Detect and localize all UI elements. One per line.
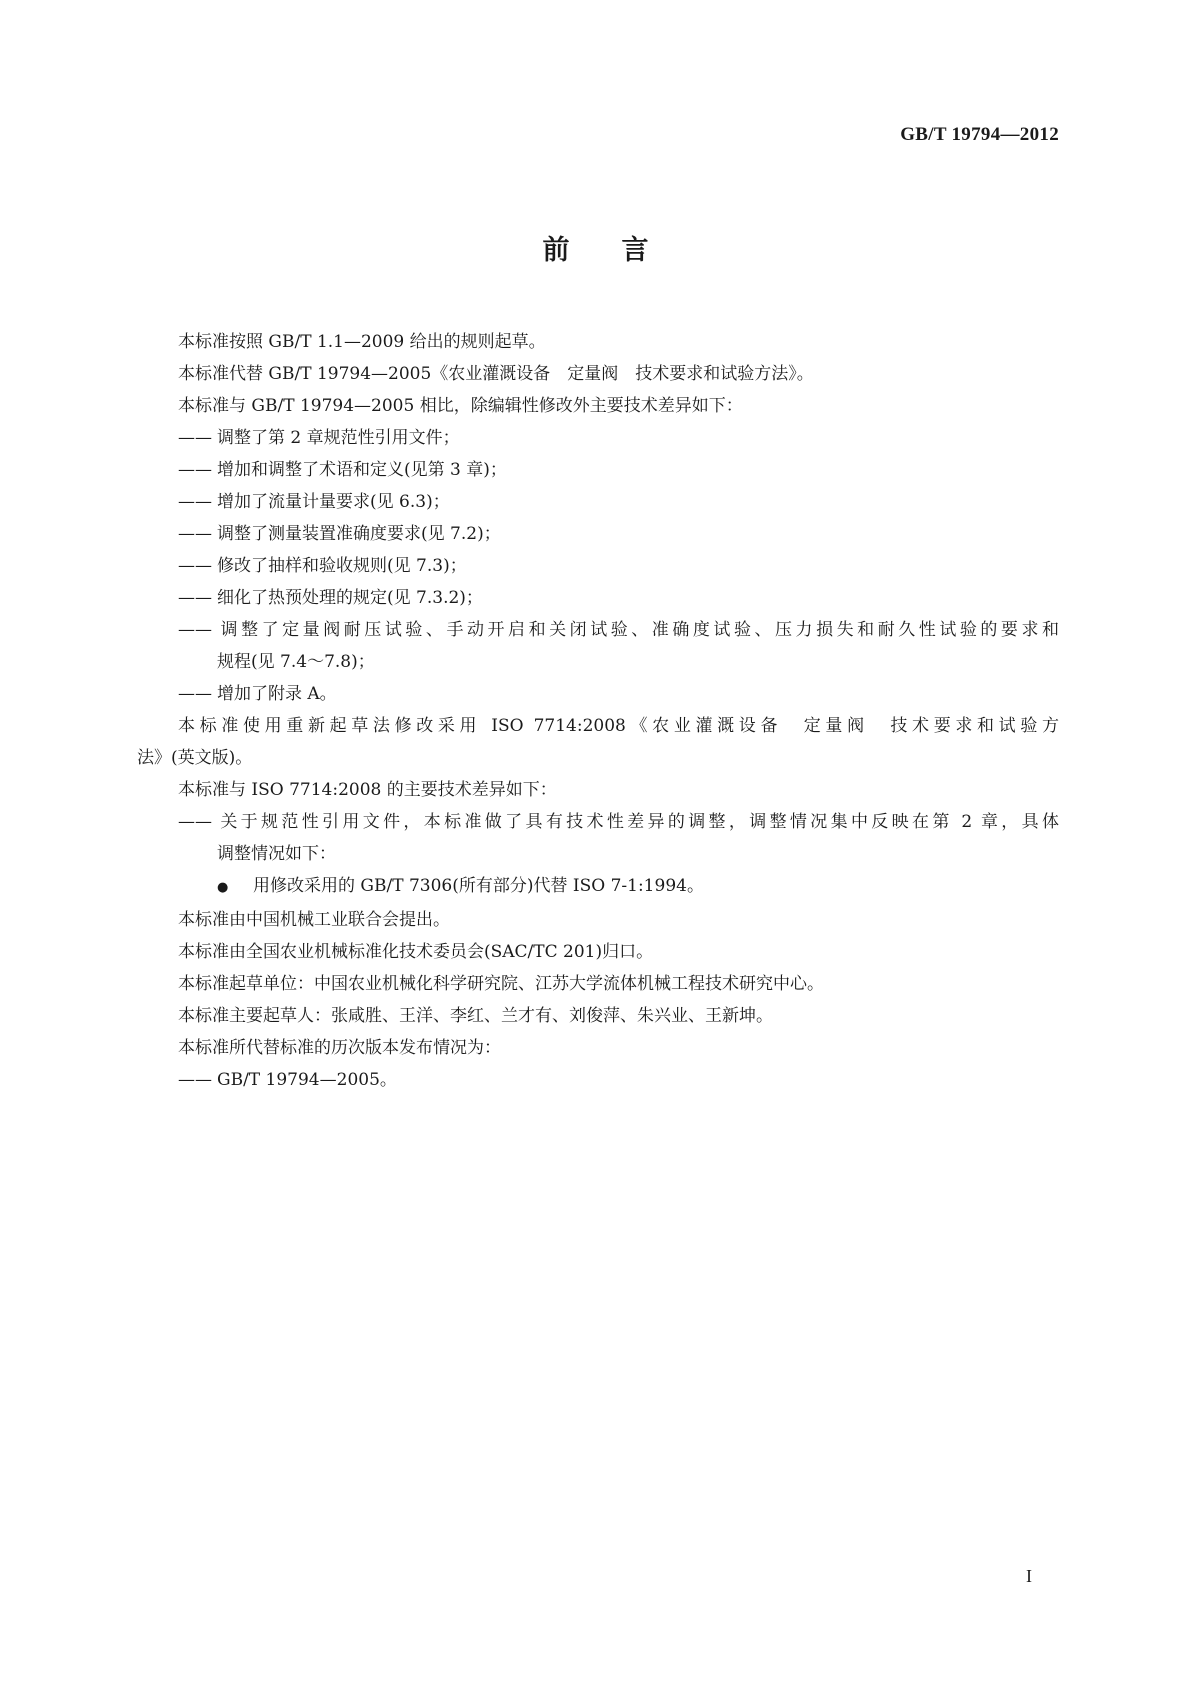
list-item: —— 调整了第 2 章规范性引用文件； xyxy=(137,422,1059,454)
list-item-continuation: 调整情况如下： xyxy=(217,844,336,864)
dash-marker: —— xyxy=(178,620,212,640)
paragraph-drafters: 本标准主要起草人：张咸胜、王洋、李红、兰才有、刘俊萍、朱兴业、王新坤。 xyxy=(178,1006,773,1026)
list-item-continuation: 规程(见 7.4～7.8)； xyxy=(217,652,375,672)
list-item: —— 关于规范性引用文件，本标准做了具有技术性差异的调整，调整情况集中反映在第 2 章，具体 xyxy=(137,806,1059,838)
document-body xyxy=(137,326,1059,1096)
dash-marker: —— xyxy=(178,460,212,480)
dash-marker: —— xyxy=(178,588,212,608)
dash-marker: —— xyxy=(178,428,212,448)
paragraph-iso-differences: 本标准与 ISO 7714:2008 的主要技术差异如下： xyxy=(178,780,557,800)
paragraph-adoption: 本标准使用重新起草法修改采用 ISO 7714:2008《农业灌溉设备 定量阀 技术要求和试验方 xyxy=(178,716,1059,736)
list-item: —— GB/T 19794—2005。 xyxy=(137,1064,1059,1096)
paragraph-adoption-continuation: 法》(英文版)。 xyxy=(137,748,253,768)
paragraph-replaces: 本标准代替 GB/T 19794—2005《农业灌溉设备 定量阀 技术要求和试验方法》。 xyxy=(178,364,814,384)
paragraph-responsible-committee: 本标准由全国农业机械标准化技术委员会(SAC/TC 201)归口。 xyxy=(178,942,654,962)
list-item: —— 增加和调整了术语和定义(见第 3 章)； xyxy=(137,454,1059,486)
bullet-item: ● 用修改采用的 GB/T 7306(所有部分)代替 ISO 7-1:1994。 xyxy=(137,870,1059,904)
dash-marker: —— xyxy=(178,812,212,832)
dash-marker: —— xyxy=(178,524,212,544)
paragraph-proposed-by: 本标准由中国机械工业联合会提出。 xyxy=(178,910,450,930)
paragraph-drafting-units: 本标准起草单位：中国农业机械化科学研究院、江苏大学流体机械工程技术研究中心。 xyxy=(178,974,824,994)
list-item: —— 调整了定量阀耐压试验、手动开启和关闭试验、准确度试验、压力损失和耐久性试验的要求和 xyxy=(137,614,1059,646)
list-item: —— 调整了测量装置准确度要求(见 7.2)； xyxy=(137,518,1059,550)
page-title: 前言 xyxy=(542,235,701,266)
dash-marker: —— xyxy=(178,492,212,512)
dash-marker: —— xyxy=(178,556,212,576)
list-item: —— 修改了抽样和验收规则(见 7.3)； xyxy=(137,550,1059,582)
paragraph-version-history: 本标准所代替标准的历次版本发布情况为： xyxy=(178,1038,501,1058)
standard-number: GB/T 19794—2012 xyxy=(900,124,1059,145)
paragraph-differences-intro: 本标准与 GB/T 19794—2005 相比，除编辑性修改外主要技术差异如下： xyxy=(178,396,743,416)
list-item: —— 增加了流量计量要求(见 6.3)； xyxy=(137,486,1059,518)
dash-marker: —— xyxy=(178,684,212,704)
bullet-marker: ● xyxy=(217,880,229,895)
page-number: I xyxy=(1026,1566,1032,1586)
list-item: —— 增加了附录 A。 xyxy=(137,678,1059,710)
paragraph-drafting-rules: 本标准按照 GB/T 1.1—2009 给出的规则起草。 xyxy=(178,332,546,352)
list-item: —— 细化了热预处理的规定(见 7.3.2)； xyxy=(137,582,1059,614)
dash-marker: —— xyxy=(178,1070,212,1090)
